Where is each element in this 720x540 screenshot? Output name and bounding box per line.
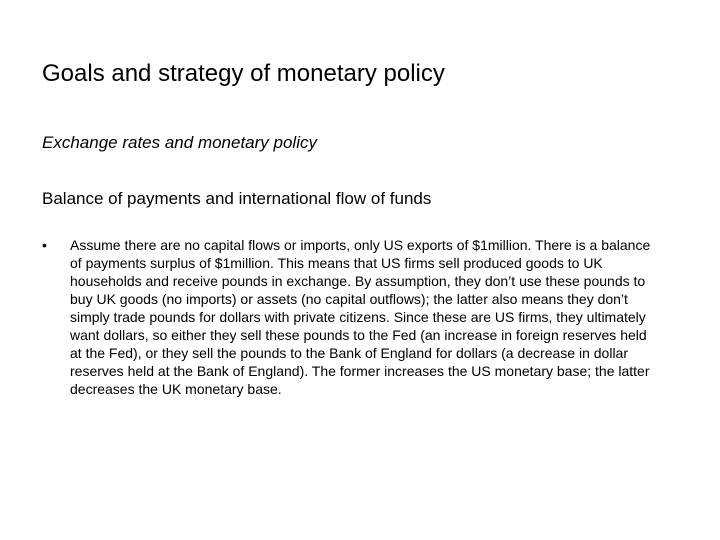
bullet-item [42,236,662,398]
slide-title: Goals and strategy of monetary policy [42,60,445,87]
bullet-marker: • [42,237,47,253]
slide-subtitle: Exchange rates and monetary policy [42,133,317,152]
section-heading: Balance of payments and international flow of funds [42,189,432,208]
bullet-text: Assume there are no capital flows or imports, only US exports of $1million. There is a balance of payments surplus of $1million. This means that US firms sell produced goods to UK households and receive pounds in exchange. By assumption, they don’t use these pounds to buy UK goods (no imports) or assets (no capital outflows); the latter also means they don’t simply trade pounds for dollars with private citizens. Since these are US firms, they ultimately want dollars, so either they sell these pounds to the Fed (an increase in foreign reserves held at the Fed), or they sell the pounds to the Bank of England for dollars (a decrease in dollar reserves held at the Bank of England). The former increases the US monetary base; the latter decreases the UK monetary base. [70,237,651,397]
bullet-list [42,236,662,398]
